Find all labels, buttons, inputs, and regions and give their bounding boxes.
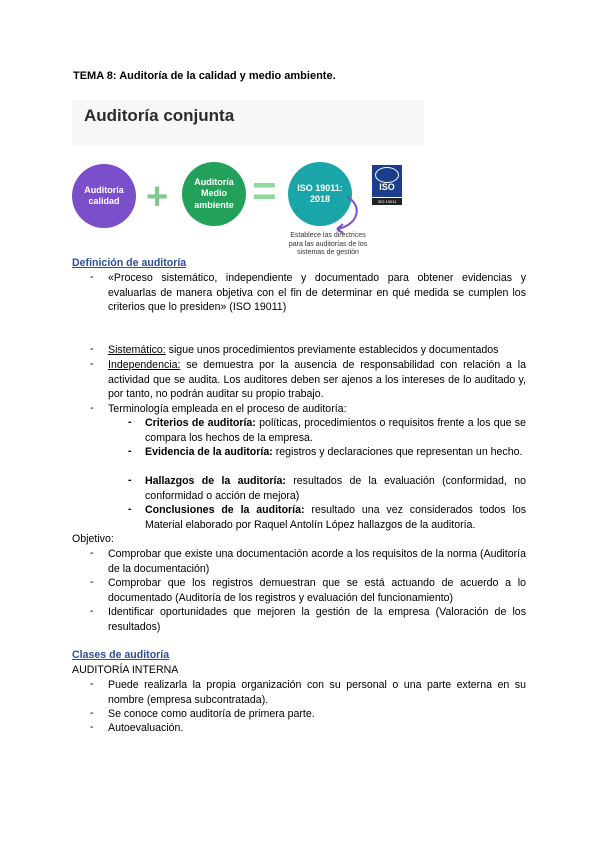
section-heading-clases: Clases de auditoría — [72, 649, 170, 661]
objetivo-item-3: Identificar oportunidades que mejoren la gestión de la empresa (Valoración de los resultados) — [108, 606, 526, 633]
bullet-dash: - — [128, 503, 132, 515]
clases-item-3: Autoevaluación. — [108, 722, 184, 734]
banner-title: Auditoría conjunta — [84, 106, 235, 125]
definicion-item-1: «Proceso sistemático, independiente y documentado para obtener evidencias y evaluarlas de manera objetiva con el fin de determinar en qué medida se cumplen los criterios que lo presiden» (ISO 19011) — [108, 272, 526, 313]
bullet-dash: - — [128, 474, 132, 486]
definicion-item-2-text: sigue unos procedimientos previamente establecidos y documentados — [165, 344, 499, 356]
objetivo-item-1: Comprobar que existe una documentación acorde a los requisitos de la norma (Auditoría de la documentación) — [108, 548, 526, 575]
term-independencia: Independencia: — [108, 359, 181, 371]
equals-sign: = — [252, 167, 277, 214]
circle-iso-19011: ISO 19011: 2018 — [288, 162, 352, 226]
bullet-dash: - — [90, 343, 94, 355]
bullet-dash: - — [90, 547, 94, 559]
bullet-dash: - — [90, 605, 94, 617]
subheading-auditoria-interna: AUDITORÍA INTERNA — [72, 664, 179, 676]
iso-logo-icon — [372, 165, 402, 197]
definicion-item-2 — [108, 343, 528, 358]
document-title: TEMA 8: Auditoría de la calidad y medio ambiente. — [73, 70, 336, 82]
plus-sign: + — [146, 176, 169, 218]
iso-logo-text: ISO — [379, 182, 395, 192]
objetivo-label: Objetivo: — [72, 533, 114, 545]
circle-auditoria-calidad: Auditoría calidad — [72, 164, 136, 228]
definicion-item-3 — [108, 358, 526, 402]
term-sistematico: Sistemático: — [108, 344, 166, 356]
terminologia-item-4 — [145, 503, 526, 532]
terminologia-item-4-text: resultado una vez considerados todos los Material elaborado por Raquel Antolín López hallazgos de la auditoría. — [145, 504, 527, 531]
bullet-dash: - — [90, 358, 94, 370]
term-conclusiones: Conclusiones de la auditoría: — [145, 504, 305, 516]
bullet-dash: - — [90, 271, 94, 283]
bullet-dash: - — [128, 445, 132, 457]
terminologia-item-2-text: registros y declaraciones que representan un hecho. — [272, 446, 523, 458]
iso-logo-caption: ISO 19011 — [372, 198, 402, 205]
clases-item-1: Puede realizarla la propia organización con su personal o una parte externa en su nombre (empresa subcontratada). — [108, 679, 526, 706]
terminologia-item-3 — [145, 474, 526, 503]
term-hallazgos: Hallazgos de la auditoría: — [145, 475, 286, 487]
bullet-dash: - — [90, 678, 94, 690]
bullet-dash: - — [128, 416, 132, 428]
objetivo-item-2: Comprobar que los registros demuestran que se está actuando de acuerdo a lo documentado (Auditoría de los registros y evaluación del funcionamiento) — [108, 577, 526, 604]
definicion-item-4: Terminología empleada en el proceso de auditoría: — [108, 403, 347, 415]
term-evidencia: Evidencia de la auditoría: — [145, 446, 273, 458]
bullet-dash: - — [90, 402, 94, 414]
figure-banner — [72, 100, 424, 146]
term-criterios: Criterios de auditoría: — [145, 417, 256, 429]
curved-arrow-icon — [325, 195, 365, 235]
terminologia-item-2 — [145, 445, 526, 460]
section-heading-definicion: Definición de auditoría — [72, 257, 187, 269]
terminologia-item-1-text: políticas, procedimientos o requisitos frente a los que se compara los hechos de la empresa. — [145, 417, 526, 444]
terminologia-item-3-text: resultados de la evaluación (conformidad, no conformidad o acción de mejora) — [145, 475, 526, 502]
circle-auditoria-medio-ambiente: Auditoría Medio ambiente — [182, 162, 246, 226]
bullet-dash: - — [90, 707, 94, 719]
figure-note: Establece las directrices para las auditorías de los sistemas de gestión — [288, 232, 368, 256]
bullet-dash: - — [90, 576, 94, 588]
bullet-dash: - — [90, 721, 94, 733]
clases-item-2: Se conoce como auditoría de primera parte. — [108, 708, 315, 720]
terminologia-item-1 — [145, 416, 526, 445]
definicion-item-3-text: se demuestra por la ausencia de responsabilidad con relación a la actividad que se audita. Los auditores deben ser ajenos a los intereses de lo auditado y, por tanto, no podrán auditar su propio trabajo. — [108, 359, 526, 400]
